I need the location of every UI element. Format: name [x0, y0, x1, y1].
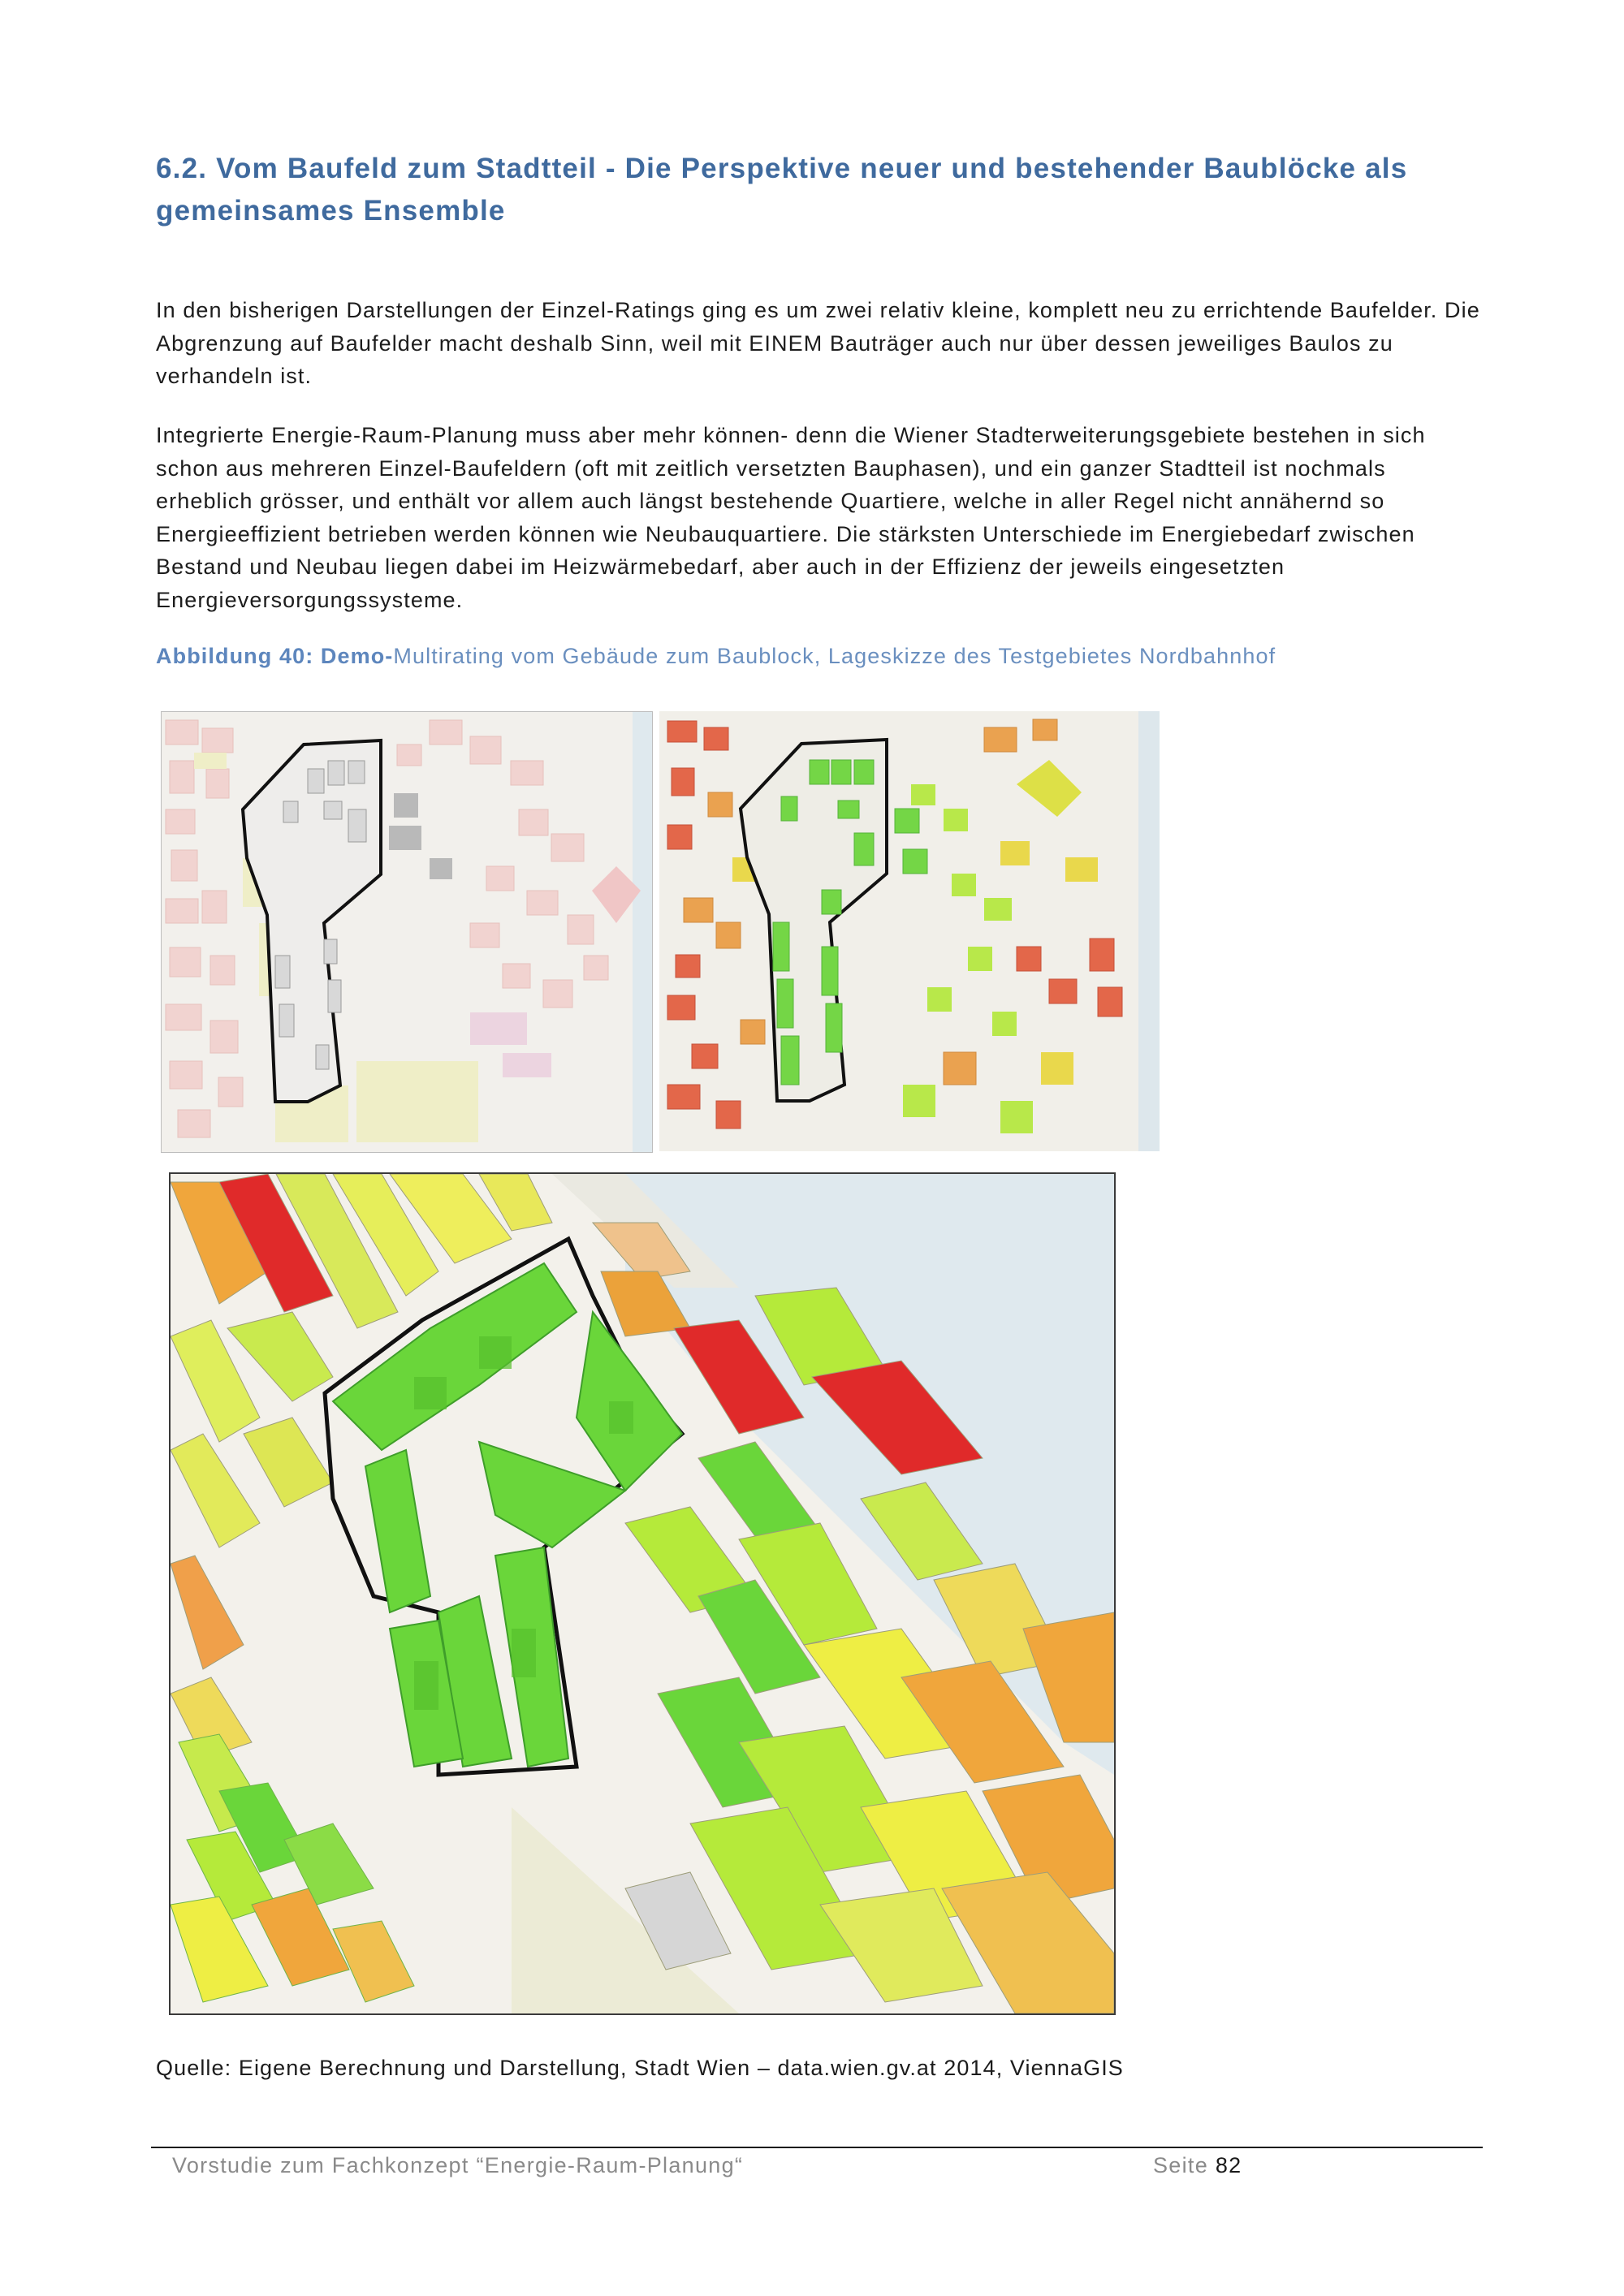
page-number [1153, 2153, 1242, 2178]
page-label: Seite [1153, 2153, 1209, 2177]
map-overview-neutral [161, 711, 653, 1153]
footer-rule [151, 2147, 1483, 2148]
figure-caption-text: Multirating vom Gebäude zum Baublock, Lageskizze des Testgebietes Nordbahnhof [393, 644, 1276, 668]
figure-caption [156, 644, 1276, 669]
figure-caption-label: Abbildung 40: Demo- [156, 644, 394, 668]
map-overview-rated [659, 711, 1160, 1151]
section-heading: 6.2. Vom Baufeld zum Stadtteil - Die Perspektive neuer und bestehender Baublöcke als gemeinsames Ensemble [156, 153, 1408, 227]
figure-source: Quelle: Eigene Berechnung und Darstellung, Stadt Wien – data.wien.gv.at 2014, ViennaGIS [156, 2056, 1124, 2080]
paragraph-2: Integrierte Energie-Raum-Planung muss aber mehr können- denn die Wiener Stadterweiterungsgebiete bestehen in sich schon aus mehreren Einzel-Baufeldern (oft mit zeitlich versetzten Bauphasen), und ein ganzer Stadtteil ist nochmals erheblich grösser, und enthält vor allem auch längst bestehende Quartiere, welche in aller Regel nicht annähernd so Energieeffizient betrieben werden können wie Neubauquartiere. Die stärksten Unterschiede im Energiebedarf zwischen Bestand und Neubau liegen dabei im Heizwärmebedarf, aber auch in der Effizienz der jeweils eingesetzten Energieversorgungssysteme. [156, 423, 1426, 612]
map-detail-rated [169, 1172, 1116, 2015]
paragraph-1: In den bisherigen Darstellungen der Einzel-Ratings ging es um zwei relativ kleine, komplett neu zu errichtende Baufelder. Die Abgrenzung auf Baufelder macht deshalb Sinn, weil mit EINEM Bauträger auch nur über dessen jeweiliges Baulos zu verhandeln ist. [156, 298, 1480, 388]
page-number-value: 82 [1215, 2153, 1242, 2177]
footer-title: Vorstudie zum Fachkonzept “Energie-Raum-Planung“ [172, 2153, 744, 2177]
